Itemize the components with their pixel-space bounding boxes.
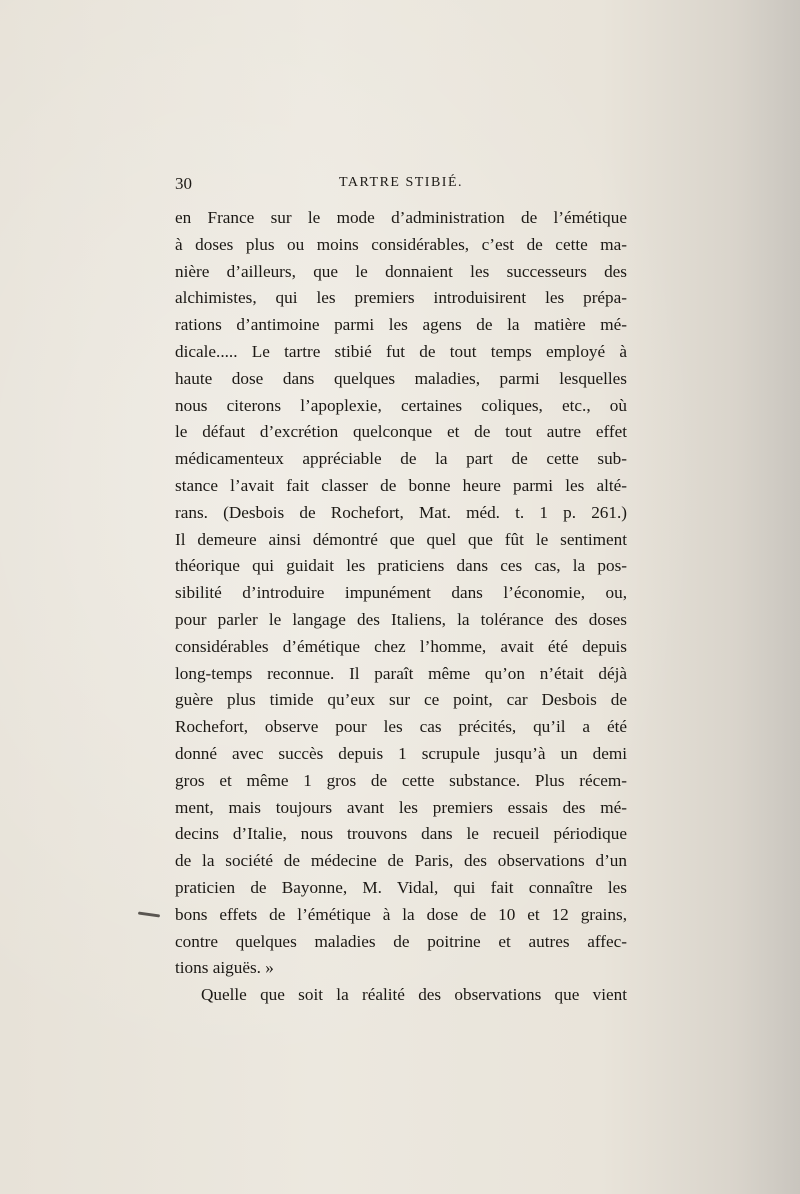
running-title: TARTRE STIBIÉ. xyxy=(338,175,464,190)
page-header xyxy=(175,174,627,198)
text-line: stance l’avait fait classer de bonne heure parmi les alté- xyxy=(175,475,627,495)
text-line: donné avec succès depuis 1 scrupule jusqu’à un demi xyxy=(175,743,627,763)
page-number: 30 xyxy=(175,174,192,193)
text-line: en France sur le mode d’administration de l’émétique xyxy=(175,208,627,227)
text-line: guère plus timide qu’eux sur ce point, car Desbois de xyxy=(175,690,627,710)
text-line: rations d’antimoine parmi les agens de la matière mé- xyxy=(175,315,627,335)
text-line: bons effets de l’émétique à la dose de 10 et 12 grains, xyxy=(175,904,627,924)
paragraph-start-line: Quelle que soit la réalité des observations que vient xyxy=(201,985,627,1005)
text-line: Rochefort, observe pour les cas précités, qu’il a été xyxy=(175,717,627,737)
body-text xyxy=(175,205,627,1009)
text-line: à doses plus ou moins considérables, c’est de cette ma- xyxy=(175,234,627,254)
text-line: pour parler le langage des Italiens, la tolérance des doses xyxy=(175,609,627,629)
text-line: ment, mais toujours avant les premiers essais des mé- xyxy=(175,797,627,817)
text-line: decins d’Italie, nous trouvons dans le recueil périodique xyxy=(175,824,627,844)
text-line: alchimistes, qui les premiers introduisirent les prépa- xyxy=(175,288,627,308)
text-line: dicale..... Le tartre stibié fut de tout temps employé à xyxy=(175,341,627,361)
text-line: considérables d’émétique chez l’homme, avait été depuis xyxy=(175,636,627,656)
text-line: praticien de Bayonne, M. Vidal, qui fait connaître les xyxy=(175,877,627,897)
text-line: théorique qui guidait les praticiens dans ces cas, la pos- xyxy=(175,556,627,576)
text-line: le défaut d’excrétion quelconque et de tout autre effet xyxy=(175,422,627,442)
text-line: de la société de médecine de Paris, des observations d’un xyxy=(175,851,627,871)
text-line: gros et même 1 gros de cette substance. Plus récem- xyxy=(175,770,627,790)
text-line: haute dose dans quelques maladies, parmi lesquelles xyxy=(175,368,627,388)
margin-ink-mark xyxy=(138,911,160,917)
text-line: sibilité d’introduire impunément dans l’économie, ou, xyxy=(175,583,627,603)
text-line: rans. (Desbois de Rochefort, Mat. méd. t. 1 p. 261.) xyxy=(175,502,627,522)
text-line: Il demeure ainsi démontré que quel que fût le sentiment xyxy=(175,529,627,549)
text-line: long-temps reconnue. Il paraît même qu’on n’était déjà xyxy=(175,663,627,683)
text-line: nière d’ailleurs, que le donnaient les successeurs des xyxy=(175,261,627,281)
text-line: nous citerons l’apoplexie, certaines coliques, etc., où xyxy=(175,395,627,415)
text-line: médicamenteux appréciable de la part de cette sub- xyxy=(175,449,627,469)
text-line: contre quelques maladies de poitrine et autres affec- xyxy=(175,931,627,951)
paragraph-end-line: tions aiguës. » xyxy=(175,958,274,978)
